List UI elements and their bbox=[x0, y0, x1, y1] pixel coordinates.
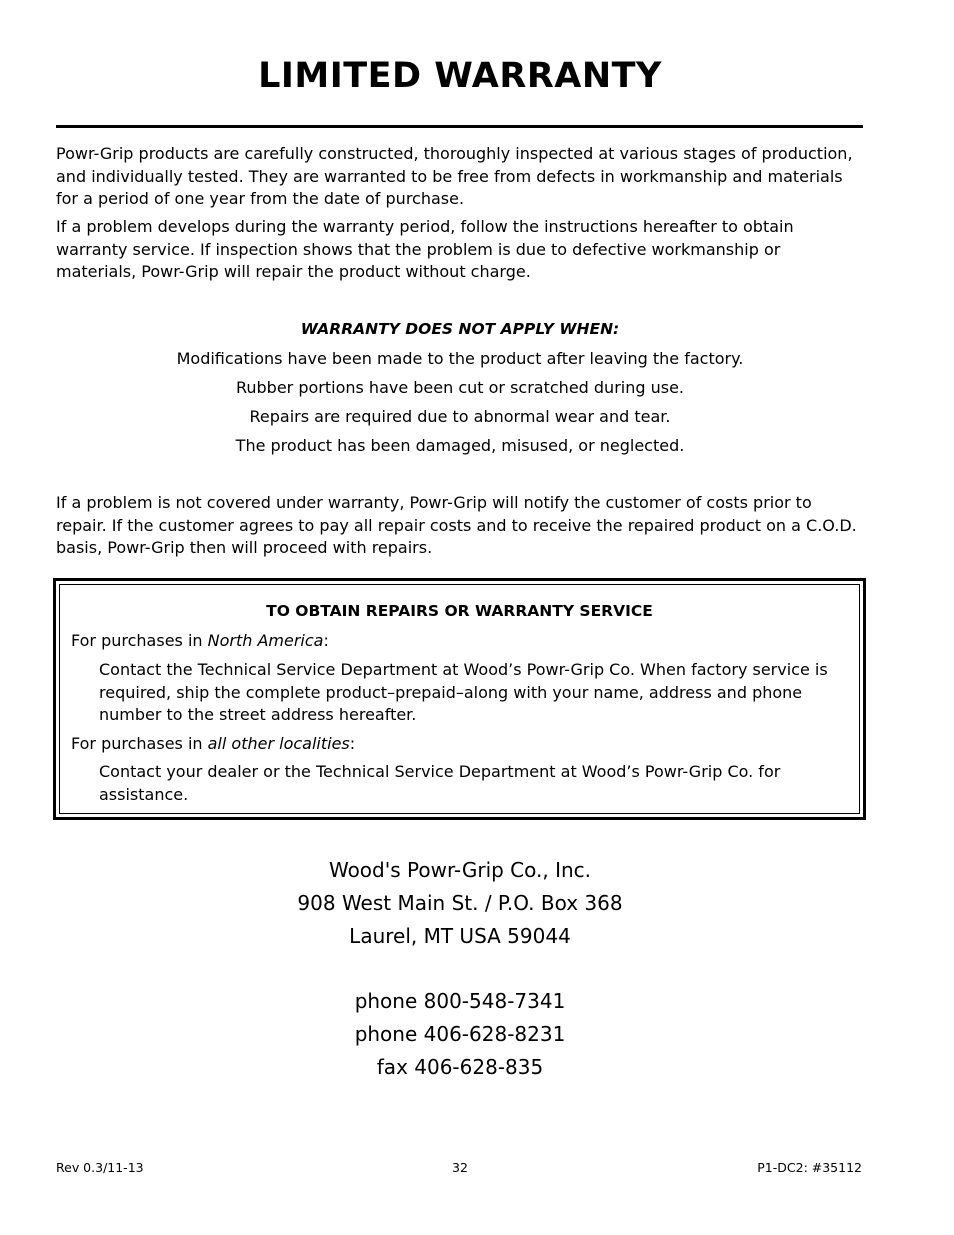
exclusion-item: Repairs are required due to abnormal wear and tear. bbox=[249, 407, 671, 426]
exclusion-item: The product has been damaged, misused, or neglected. bbox=[235, 436, 685, 455]
region-name: all other localities bbox=[207, 734, 350, 753]
fax-number: fax 406-628-835 bbox=[376, 1055, 544, 1079]
city-state-zip: Laurel, MT USA 59044 bbox=[349, 924, 571, 948]
service-box bbox=[53, 578, 866, 820]
footer-revision: Rev 0.3/11-13 bbox=[56, 1160, 144, 1175]
intro-paragraph-1: Powr-Grip products are carefully constructed, thoroughly inspected at various stages of production, and individually tested. They are warranted to be free from defects in workmanship and materials for a period of one year from the date of purchase. bbox=[56, 144, 853, 208]
service-box-inner bbox=[59, 584, 860, 814]
exclusion-item: Modifications have been made to the product after leaving the factory. bbox=[176, 349, 744, 368]
not-covered-paragraph: If a problem is not covered under warranty, Powr-Grip will notify the customer of costs prior to repair. If the customer agrees to pay all repair costs and to receive the repaired product on a C.O.D. basis, Powr-Grip then will proceed with repairs. bbox=[56, 493, 857, 557]
phone-number-2: phone 406-628-8231 bbox=[354, 1022, 566, 1046]
page-title: LIMITED WARRANTY bbox=[258, 56, 662, 96]
company-address bbox=[0, 855, 920, 1085]
other-localities-label bbox=[71, 733, 355, 756]
label-suffix: : bbox=[323, 631, 329, 650]
exclusions-list bbox=[0, 347, 920, 463]
exclusions-heading: WARRANTY DOES NOT APPLY WHEN: bbox=[300, 320, 620, 338]
label-prefix: For purchases in bbox=[71, 631, 208, 650]
other-localities-instructions: Contact your dealer or the Technical Service Department at Wood’s Powr-Grip Co. for assistance. bbox=[99, 762, 781, 804]
address-spacer bbox=[0, 954, 920, 986]
service-heading: TO OBTAIN REPAIRS OR WARRANTY SERVICE bbox=[266, 602, 653, 620]
label-prefix: For purchases in bbox=[71, 734, 208, 753]
north-america-instructions: Contact the Technical Service Department at Wood’s Powr-Grip Co. When factory service is required, ship the complete product–prepaid–along with your name, address and phone number to the street address hereafter. bbox=[99, 660, 828, 724]
title-divider bbox=[56, 125, 863, 128]
region-name: North America bbox=[207, 631, 324, 650]
label-suffix: : bbox=[349, 734, 356, 753]
footer-document-id: P1-DC2: #35112 bbox=[757, 1160, 862, 1175]
phone-number-1: phone 800-548-7341 bbox=[354, 989, 566, 1013]
street-address: 908 West Main St. / P.O. Box 368 bbox=[297, 891, 623, 915]
footer-page-number: 32 bbox=[452, 1160, 468, 1175]
north-america-label bbox=[71, 630, 329, 653]
exclusion-item: Rubber portions have been cut or scratched during use. bbox=[235, 378, 685, 397]
intro-paragraph-2: If a problem develops during the warranty period, follow the instructions hereafter to obtain warranty service. If inspection shows that the problem is due to defective workmanship or materials, Powr-Grip will repair the product without charge. bbox=[56, 217, 794, 281]
company-name: Wood's Powr-Grip Co., Inc. bbox=[328, 858, 592, 882]
